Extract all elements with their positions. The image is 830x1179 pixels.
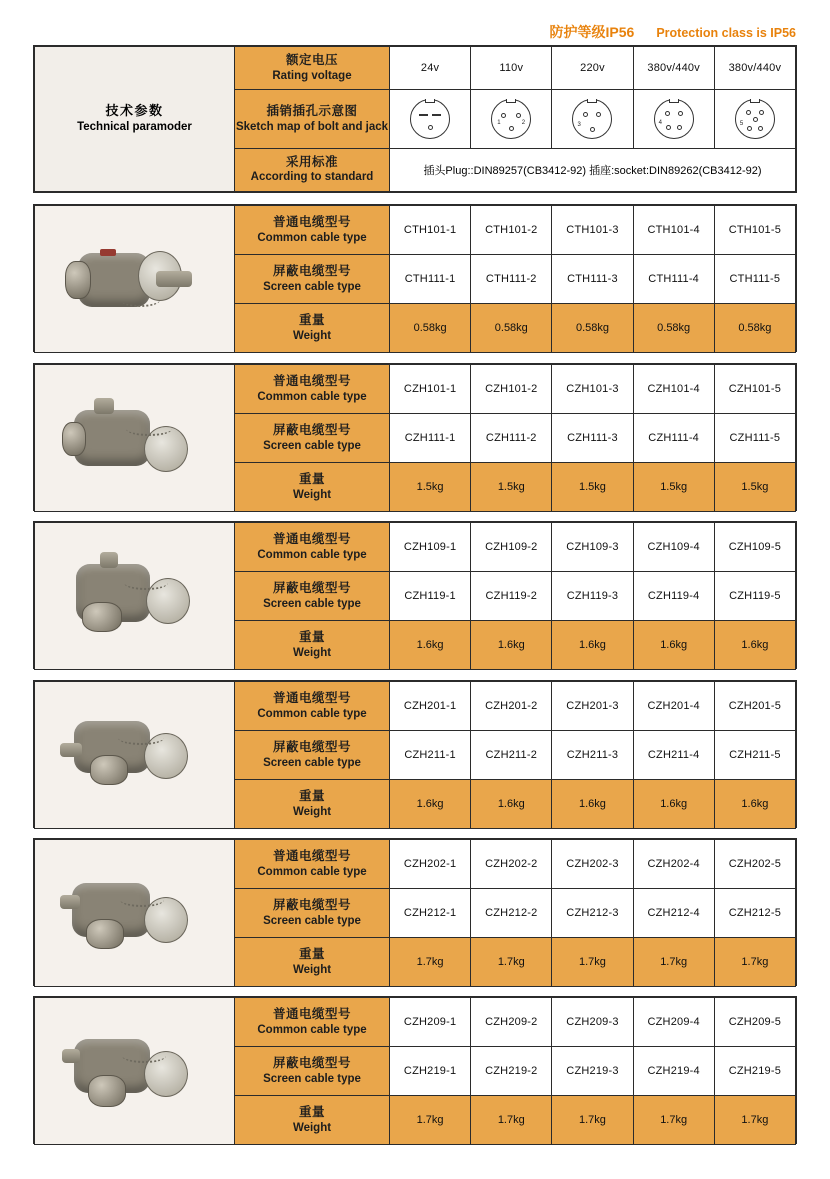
weight-cell-6-2: 1.7kg: [471, 1096, 552, 1145]
common-cable-label-3: 普通电缆型号 Common cable type: [235, 523, 390, 572]
sketch-3pin-icon: 1 2: [491, 99, 531, 139]
common-cable-label-4: 普通电缆型号 Common cable type: [235, 682, 390, 731]
common-cell-4-3: CZH201-3: [552, 682, 633, 731]
screen-cell-6-1: CZH219-1: [390, 1047, 471, 1096]
protection-class-en: Protection class is IP56: [656, 26, 796, 40]
weight-cell-6-3: 1.7kg: [552, 1096, 633, 1145]
sketch-2pin-icon: [410, 99, 450, 139]
common-cell-2-1: CZH101-1: [390, 365, 471, 414]
common-cell-2-3: CZH101-3: [552, 365, 633, 414]
screen-cell-5-5: CZH212-5: [714, 889, 795, 938]
screen-cell-1-2: CTH111-2: [471, 255, 552, 304]
screen-cell-6-4: CZH219-4: [633, 1047, 714, 1096]
weight-cell-4-2: 1.6kg: [471, 780, 552, 829]
weight-cell-3-2: 1.6kg: [471, 621, 552, 670]
common-cell-5-2: CZH202-2: [471, 840, 552, 889]
screen-cable-label-3: 屏蔽电缆型号 Screen cable type: [235, 572, 390, 621]
voltage-cell-1: 24v: [390, 47, 471, 90]
common-cell-5-3: CZH202-3: [552, 840, 633, 889]
sketch-cell-5: [714, 90, 795, 148]
product-group-5: [33, 838, 797, 986]
screen-cell-3-5: CZH119-5: [714, 572, 795, 621]
weight-label-3: 重量 Weight: [235, 621, 390, 670]
technical-parameter-label: [35, 47, 235, 192]
common-cell-4-2: CZH201-2: [471, 682, 552, 731]
screen-cable-label-6: 屏蔽电缆型号 Screen cable type: [235, 1047, 390, 1096]
common-cable-label-2: 普通电缆型号 Common cable type: [235, 365, 390, 414]
common-cell-3-1: CZH109-1: [390, 523, 471, 572]
voltage-cell-5: 380v/440v: [714, 47, 795, 90]
common-cell-1-4: CTH101-4: [633, 206, 714, 255]
weight-cell-2-1: 1.5kg: [390, 463, 471, 512]
weight-cell-6-1: 1.7kg: [390, 1096, 471, 1145]
screen-cell-2-2: CZH111-2: [471, 414, 552, 463]
common-cable-label-1: 普通电缆型号 Common cable type: [235, 206, 390, 255]
weight-cell-5-4: 1.7kg: [633, 938, 714, 987]
screen-cell-1-5: CTH111-5: [714, 255, 795, 304]
weight-cell-1-4: 0.58kg: [633, 304, 714, 353]
common-cell-3-4: CZH109-4: [633, 523, 714, 572]
screen-cell-5-2: CZH212-2: [471, 889, 552, 938]
weight-label-1: 重量 Weight: [235, 304, 390, 353]
weight-cell-4-4: 1.6kg: [633, 780, 714, 829]
common-cell-3-2: CZH109-2: [471, 523, 552, 572]
weight-cell-1-3: 0.58kg: [552, 304, 633, 353]
weight-label-6: 重量 Weight: [235, 1096, 390, 1145]
sketch-4pin-icon: 4: [654, 99, 694, 139]
standard-value: 插头Plug::DIN89257(CB3412-92) 插座:socket:DIN89262(CB3412-92): [390, 148, 796, 191]
screen-cell-4-5: CZH211-5: [714, 731, 795, 780]
common-cell-6-2: CZH209-2: [471, 998, 552, 1047]
screen-cell-4-4: CZH211-4: [633, 731, 714, 780]
common-cell-2-4: CZH101-4: [633, 365, 714, 414]
screen-cell-5-4: CZH212-4: [633, 889, 714, 938]
product-photo-cth101: [60, 227, 210, 332]
sketch-cell-4: [633, 90, 714, 148]
product-photo-cell-3: [35, 523, 235, 670]
technical-label-en: Technical paramoder: [77, 120, 192, 133]
product-group-6: [33, 996, 797, 1144]
common-cell-1-1: CTH101-1: [390, 206, 471, 255]
screen-cell-6-3: CZH219-3: [552, 1047, 633, 1096]
product-photo-cell-5: [35, 840, 235, 987]
screen-cell-6-2: CZH219-2: [471, 1047, 552, 1096]
weight-cell-6-4: 1.7kg: [633, 1096, 714, 1145]
weight-label-2: 重量 Weight: [235, 463, 390, 512]
screen-cable-label-2: 屏蔽电缆型号 Screen cable type: [235, 414, 390, 463]
common-cable-label-6: 普通电缆型号 Common cable type: [235, 998, 390, 1047]
weight-cell-4-5: 1.6kg: [714, 780, 795, 829]
product-group-4: [33, 680, 797, 828]
weight-cell-5-3: 1.7kg: [552, 938, 633, 987]
product-group-3: [33, 521, 797, 669]
product-photo-czh209: [60, 1019, 210, 1124]
screen-cell-1-3: CTH111-3: [552, 255, 633, 304]
product-photo-czh202: [60, 861, 210, 966]
technical-parameter-block: [33, 45, 797, 193]
sketch-map-label: 插销插孔示意图 Sketch map of bolt and jack: [235, 90, 390, 148]
screen-cell-4-3: CZH211-3: [552, 731, 633, 780]
common-cell-4-4: CZH201-4: [633, 682, 714, 731]
sketch-cell-2: [471, 90, 552, 148]
weight-cell-4-1: 1.6kg: [390, 780, 471, 829]
screen-cell-3-1: CZH119-1: [390, 572, 471, 621]
product-photo-czh101: [60, 386, 210, 491]
protection-class-cn: 防护等级IP56: [549, 24, 635, 40]
screen-cell-3-3: CZH119-3: [552, 572, 633, 621]
product-photo-cell-1: [35, 206, 235, 353]
product-photo-cell-2: [35, 365, 235, 512]
screen-cell-6-5: CZH219-5: [714, 1047, 795, 1096]
technical-label-cn: 技术参数: [105, 103, 164, 119]
common-cell-6-5: CZH209-5: [714, 998, 795, 1047]
screen-cell-2-3: CZH111-3: [552, 414, 633, 463]
common-cell-1-5: CTH101-5: [714, 206, 795, 255]
sketch-3pin-alt-icon: 3: [572, 99, 612, 139]
common-cell-2-5: CZH101-5: [714, 365, 795, 414]
screen-cable-label-5: 屏蔽电缆型号 Screen cable type: [235, 889, 390, 938]
common-cell-5-5: CZH202-5: [714, 840, 795, 889]
common-cell-6-3: CZH209-3: [552, 998, 633, 1047]
screen-cell-1-1: CTH111-1: [390, 255, 471, 304]
common-cell-3-3: CZH109-3: [552, 523, 633, 572]
weight-cell-3-5: 1.6kg: [714, 621, 795, 670]
screen-cable-label-1: 屏蔽电缆型号 Screen cable type: [235, 255, 390, 304]
weight-cell-2-2: 1.5kg: [471, 463, 552, 512]
sketch-5pin-icon: 5: [735, 99, 775, 139]
common-cell-4-5: CZH201-5: [714, 682, 795, 731]
screen-cell-5-1: CZH212-1: [390, 889, 471, 938]
weight-cell-4-3: 1.6kg: [552, 780, 633, 829]
weight-cell-2-4: 1.5kg: [633, 463, 714, 512]
product-group-2: [33, 363, 797, 511]
weight-cell-5-5: 1.7kg: [714, 938, 795, 987]
weight-cell-1-1: 0.58kg: [390, 304, 471, 353]
screen-cell-2-1: CZH111-1: [390, 414, 471, 463]
weight-label-4: 重量 Weight: [235, 780, 390, 829]
screen-cell-1-4: CTH111-4: [633, 255, 714, 304]
common-cell-5-4: CZH202-4: [633, 840, 714, 889]
voltage-cell-2: 110v: [471, 47, 552, 90]
screen-cell-4-1: CZH211-1: [390, 731, 471, 780]
common-cable-label-5: 普通电缆型号 Common cable type: [235, 840, 390, 889]
sketch-cell-3: [552, 90, 633, 148]
product-photo-czh201: [60, 703, 210, 808]
product-group-1: [33, 204, 797, 352]
common-cell-6-1: CZH209-1: [390, 998, 471, 1047]
standard-label: 采用标准 According to standard: [235, 148, 390, 191]
screen-cable-label-4: 屏蔽电缆型号 Screen cable type: [235, 731, 390, 780]
rating-voltage-label: 额定电压 Rating voltage: [235, 47, 390, 90]
voltage-cell-3: 220v: [552, 47, 633, 90]
product-photo-cell-4: [35, 682, 235, 829]
screen-cell-5-3: CZH212-3: [552, 889, 633, 938]
weight-cell-3-1: 1.6kg: [390, 621, 471, 670]
weight-cell-3-3: 1.6kg: [552, 621, 633, 670]
weight-cell-2-3: 1.5kg: [552, 463, 633, 512]
weight-label-5: 重量 Weight: [235, 938, 390, 987]
protection-class-line: [550, 22, 796, 42]
common-cell-4-1: CZH201-1: [390, 682, 471, 731]
common-cell-6-4: CZH209-4: [633, 998, 714, 1047]
weight-cell-1-5: 0.58kg: [714, 304, 795, 353]
common-cell-5-1: CZH202-1: [390, 840, 471, 889]
weight-cell-1-2: 0.58kg: [471, 304, 552, 353]
screen-cell-2-5: CZH111-5: [714, 414, 795, 463]
weight-cell-5-2: 1.7kg: [471, 938, 552, 987]
weight-cell-3-4: 1.6kg: [633, 621, 714, 670]
screen-cell-3-2: CZH119-2: [471, 572, 552, 621]
voltage-cell-4: 380v/440v: [633, 47, 714, 90]
weight-cell-5-1: 1.7kg: [390, 938, 471, 987]
common-cell-1-2: CTH101-2: [471, 206, 552, 255]
screen-cell-3-4: CZH119-4: [633, 572, 714, 621]
product-photo-czh109: [60, 544, 210, 649]
screen-cell-2-4: CZH111-4: [633, 414, 714, 463]
screen-cell-4-2: CZH211-2: [471, 731, 552, 780]
weight-cell-2-5: 1.5kg: [714, 463, 795, 512]
common-cell-1-3: CTH101-3: [552, 206, 633, 255]
product-photo-cell-6: [35, 998, 235, 1145]
sketch-cell-1: [390, 90, 471, 148]
weight-cell-6-5: 1.7kg: [714, 1096, 795, 1145]
common-cell-2-2: CZH101-2: [471, 365, 552, 414]
common-cell-3-5: CZH109-5: [714, 523, 795, 572]
